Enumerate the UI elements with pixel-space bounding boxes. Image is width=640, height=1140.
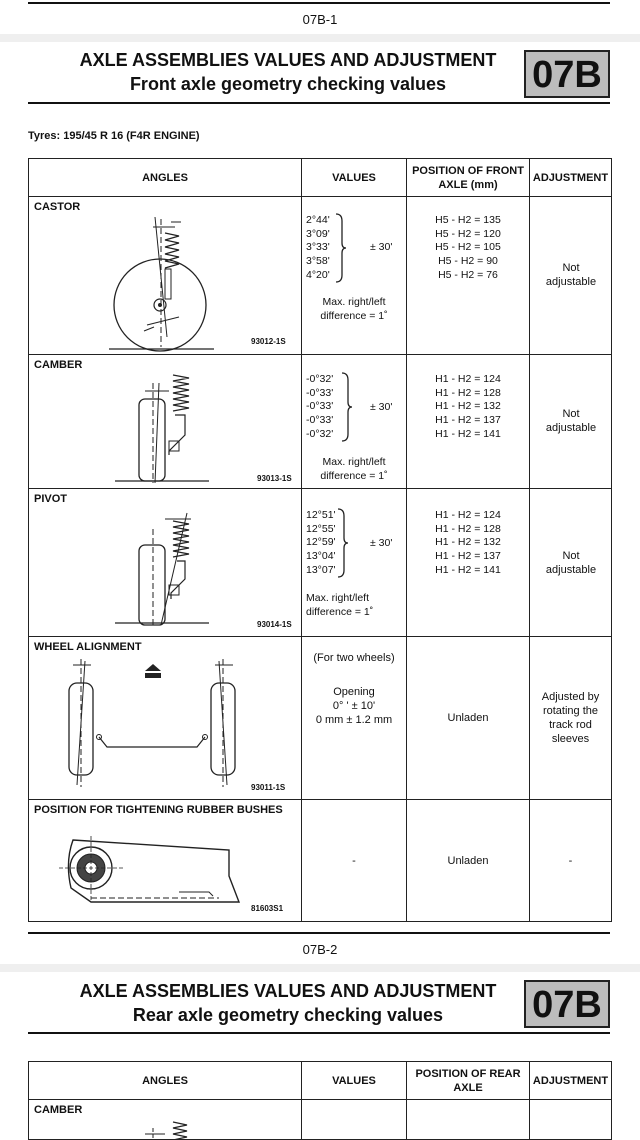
figure-code: 81603S1	[251, 904, 284, 913]
section-title: AXLE ASSEMBLIES VALUES AND ADJUSTMENT	[79, 50, 497, 70]
page-number: 07B-1	[302, 12, 338, 27]
brace-icon	[336, 508, 350, 578]
position-item: H1 - H2 = 137	[435, 414, 501, 427]
adjustment-line2: rotating the	[542, 705, 599, 717]
adjustment-line1: Not	[562, 408, 580, 420]
adjustment-line4: sleeves	[551, 733, 590, 745]
pivot-values	[306, 509, 336, 578]
position-item: H5 - H2 = 120	[435, 227, 501, 240]
header-angles: ANGLES	[29, 159, 302, 197]
difference-line2: difference = 1˚	[320, 310, 388, 322]
brace-icon	[340, 372, 354, 442]
table-row-castor	[29, 197, 612, 355]
header-adjustment: ADJUSTMENT	[530, 1062, 612, 1100]
row-label: POSITION FOR TIGHTENING RUBBER BUSHES	[34, 804, 283, 816]
brace-icon	[334, 213, 348, 283]
adjustment-line3: track rod	[549, 719, 592, 731]
value-item: 13°07'	[306, 563, 336, 576]
position-item: H5 - H2 = 105	[435, 241, 501, 254]
alignment-angle: 0° ' ± 10'	[332, 700, 376, 712]
alignment-position: Unladen	[447, 712, 489, 724]
rear-camber-diagram	[29, 1100, 302, 1139]
position-item: H1 - H2 = 128	[435, 386, 501, 399]
position-item: H1 - H2 = 132	[435, 536, 501, 549]
adjustment-line2: adjustable	[545, 422, 597, 434]
alignment-opening-label: Opening	[333, 686, 375, 698]
value-item: 4°20'	[306, 268, 330, 281]
row-label: WHEEL ALIGNMENT	[34, 641, 142, 653]
top-rule	[28, 2, 610, 4]
difference-line2: difference = 1˚	[306, 606, 374, 618]
position-item: H1 - H2 = 132	[435, 400, 501, 413]
adjustment-line2: adjustable	[545, 276, 597, 288]
header-position: POSITION OF FRONT AXLE (mm)	[407, 159, 530, 197]
row-label: CAMBER	[34, 1104, 83, 1116]
position-item: H1 - H2 = 124	[435, 373, 501, 385]
value-item: -0°32'	[306, 427, 334, 440]
tolerance: ± 30'	[370, 537, 393, 549]
figure-code: 93014-1S	[257, 620, 292, 629]
value-item: 2°44'	[306, 214, 330, 226]
position-item: H5 - H2 = 76	[438, 268, 498, 281]
value-item: -0°33'	[306, 386, 334, 399]
adjustment-line1: Not	[562, 550, 580, 562]
value-item: 12°55'	[306, 522, 336, 535]
table-row-rubber-bushes	[29, 800, 612, 922]
difference-line1: Max. right/left	[306, 592, 370, 604]
difference-line1: Max. right/left	[322, 296, 386, 308]
camber-diagram	[29, 355, 302, 488]
page-number: 07B-2	[302, 942, 338, 957]
section-subtitle: Front axle geometry checking values	[129, 74, 447, 94]
table-row-wheel-alignment	[29, 637, 612, 800]
position-item: H1 - H2 = 141	[435, 563, 501, 576]
value-item: -0°32'	[306, 373, 334, 385]
difference-line2: difference = 1˚	[320, 470, 388, 482]
position-item: H1 - H2 = 137	[435, 550, 501, 563]
chapter-badge: 07B	[524, 980, 610, 1028]
row-label: CASTOR	[34, 201, 81, 213]
camber-values	[306, 373, 333, 442]
position-item: H1 - H2 = 141	[435, 427, 501, 440]
difference-line1: Max. right/left	[322, 456, 386, 468]
rubber-bushes-diagram	[29, 800, 302, 921]
value-item: 3°58'	[306, 255, 330, 268]
alignment-note: (For two wheels)	[313, 652, 395, 664]
title-rule	[28, 1032, 610, 1034]
position-item: H5 - H2 = 135	[435, 214, 501, 226]
value-item: 12°59'	[306, 536, 336, 549]
position-item: H5 - H2 = 90	[438, 255, 498, 268]
header-position: POSITION OF REAR AXLE	[407, 1062, 530, 1100]
position-item: H1 - H2 = 124	[435, 509, 501, 521]
adjustment-line1: Adjusted by	[541, 691, 600, 703]
bottom-rule	[28, 932, 610, 934]
value-item: -0°33'	[306, 414, 334, 427]
wheel-alignment-diagram	[29, 637, 302, 799]
bushes-values: -	[352, 854, 356, 867]
header-angles: ANGLES	[29, 1062, 302, 1100]
row-label: PIVOT	[34, 493, 68, 505]
figure-code: 93012-1S	[251, 337, 286, 346]
bushes-position: Unladen	[447, 854, 489, 867]
table-row-pivot	[29, 489, 612, 637]
page-separator	[0, 34, 640, 42]
adjustment-line1: Not	[562, 262, 580, 274]
tolerance: ± 30'	[370, 241, 393, 253]
castor-values	[306, 214, 330, 283]
pivot-diagram	[29, 489, 302, 636]
header-values: VALUES	[302, 1062, 407, 1100]
figure-code: 93011-1S	[251, 783, 286, 792]
header-values: VALUES	[302, 159, 407, 197]
rear-axle-table	[28, 1061, 612, 1140]
page-separator	[0, 964, 640, 972]
section-title: AXLE ASSEMBLIES VALUES AND ADJUSTMENT	[79, 981, 497, 1001]
table-row-camber	[29, 355, 612, 489]
value-item: 3°33'	[306, 241, 330, 254]
tolerance: ± 30'	[370, 401, 393, 413]
title-rule	[28, 102, 610, 104]
value-item: -0°33'	[306, 400, 334, 413]
value-item: 12°51'	[306, 509, 336, 521]
adjustment-line2: adjustable	[545, 564, 597, 576]
figure-code: 93013-1S	[257, 474, 292, 483]
header-adjustment: ADJUSTMENT	[530, 159, 612, 197]
value-item: 3°09'	[306, 227, 330, 240]
section-subtitle: Rear axle geometry checking values	[132, 1005, 444, 1025]
table-row-rear-camber	[29, 1100, 612, 1140]
row-label: CAMBER	[34, 359, 83, 371]
tyres-label: Tyres: 195/45 R 16 (F4R ENGINE)	[28, 130, 200, 142]
front-axle-table	[28, 158, 612, 922]
bushes-adjustment: -	[568, 854, 573, 867]
alignment-distance: 0 mm ± 1.2 mm	[315, 714, 393, 726]
chapter-badge: 07B	[524, 50, 610, 98]
castor-diagram	[29, 197, 302, 354]
value-item: 13°04'	[306, 550, 336, 563]
position-item: H1 - H2 = 128	[435, 522, 501, 535]
